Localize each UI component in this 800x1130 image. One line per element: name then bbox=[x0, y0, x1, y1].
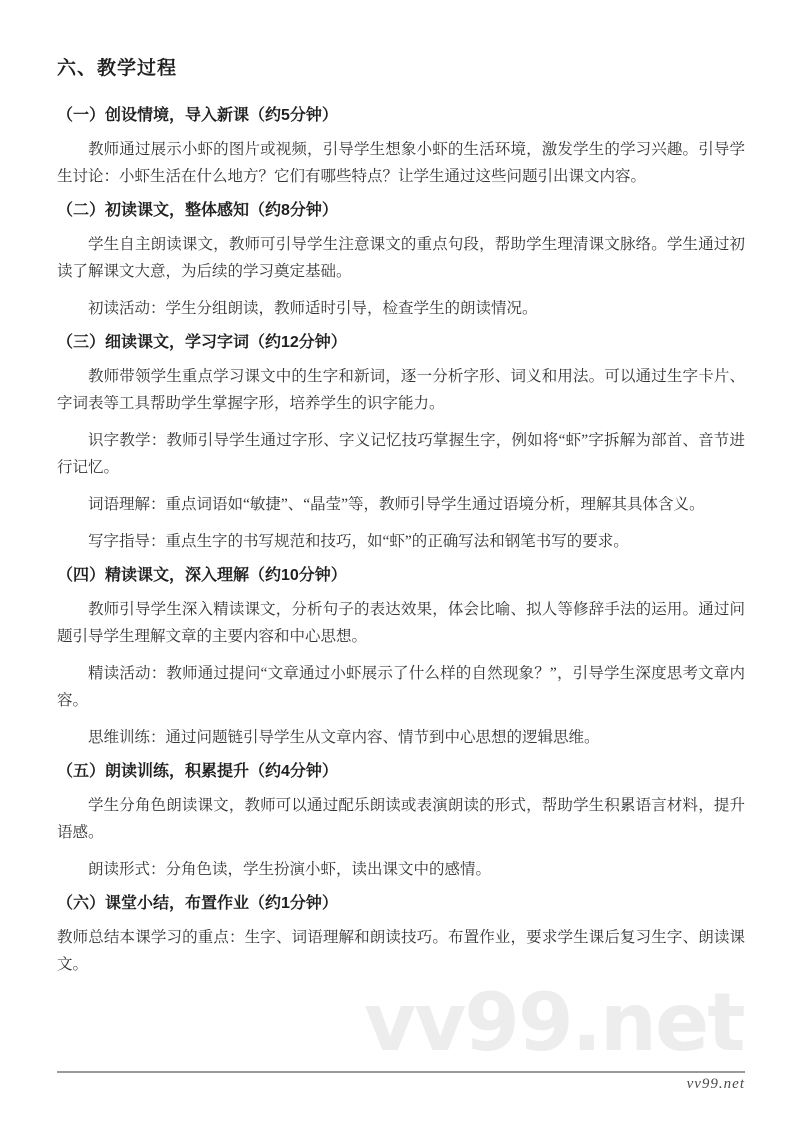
page-title: 六、教学过程 bbox=[57, 58, 178, 79]
paragraph: 学生分角色朗读课文，教师可以通过配乐朗读或表演朗读的形式，帮助学生积累语言材料，提升语感。 bbox=[57, 797, 745, 841]
paragraph: 写字指导：重点生字的书写规范和技巧，如“虾”的正确写法和钢笔书写的要求。 bbox=[88, 533, 629, 550]
section-3-heading: （三）细读课文，学习字词（约12分钟） bbox=[57, 334, 347, 351]
paragraph: 教师总结本课学习的重点：生字、词语理解和朗读技巧。布置作业，要求学生课后复习生字、朗读课文。 bbox=[57, 929, 745, 973]
watermark: vv99.net bbox=[364, 976, 744, 1069]
paragraph: 教师通过展示小虾的图片或视频，引导学生想象小虾的生活环境，激发学生的学习兴趣。引导学生讨论：小虾生活在什么地方？它们有哪些特点？让学生通过这些问题引出课文内容。 bbox=[57, 141, 745, 185]
section-5-heading: （五）朗读训练，积累提升（约4分钟） bbox=[57, 763, 338, 780]
section-6-heading: （六）课堂小结，布置作业（约1分钟） bbox=[57, 895, 338, 912]
paragraph: 词语理解：重点词语如“敏捷”、“晶莹”等，教师引导学生通过语境分析，理解其具体含义。 bbox=[88, 496, 705, 513]
paragraph: 教师带领学生重点学习课文中的生字和新词，逐一分析字形、词义和用法。可以通过生字卡片、字词表等工具帮助学生掌握字形，培养学生的识字能力。 bbox=[57, 368, 745, 412]
footer-divider bbox=[57, 1071, 745, 1073]
section-1-heading: （一）创设情境，导入新课（约5分钟） bbox=[57, 107, 338, 124]
paragraph: 精读活动：教师通过提问“文章通过小虾展示了什么样的自然现象？”，引导学生深度思考文章内容。 bbox=[57, 665, 745, 709]
footer-site-label: vv99.net bbox=[686, 1076, 745, 1092]
paragraph: 思维训练：通过问题链引导学生从文章内容、情节到中心思想的逻辑思维。 bbox=[88, 729, 600, 746]
paragraph: 初读活动：学生分组朗读，教师适时引导，检查学生的朗读情况。 bbox=[88, 300, 538, 317]
page-footer bbox=[57, 1071, 745, 1093]
paragraph: 识字教学：教师引导学生通过字形、字义记忆技巧掌握生字，例如将“虾”字拆解为部首、音节进行记忆。 bbox=[57, 432, 745, 476]
paragraph: 教师引导学生深入精读课文，分析句子的表达效果，体会比喻、拟人等修辞手法的运用。通过问题引导学生理解文章的主要内容和中心思想。 bbox=[57, 601, 745, 645]
paragraph: 学生自主朗读课文，教师可引导学生注意课文的重点句段，帮助学生理清课文脉络。学生通过初读了解课文大意，为后续的学习奠定基础。 bbox=[57, 236, 745, 280]
section-2-heading: （二）初读课文，整体感知（约8分钟） bbox=[57, 202, 338, 219]
paragraph: 朗读形式：分角色读，学生扮演小虾，读出课文中的感情。 bbox=[88, 861, 492, 878]
section-4-heading: （四）精读课文，深入理解（约10分钟） bbox=[57, 567, 347, 584]
